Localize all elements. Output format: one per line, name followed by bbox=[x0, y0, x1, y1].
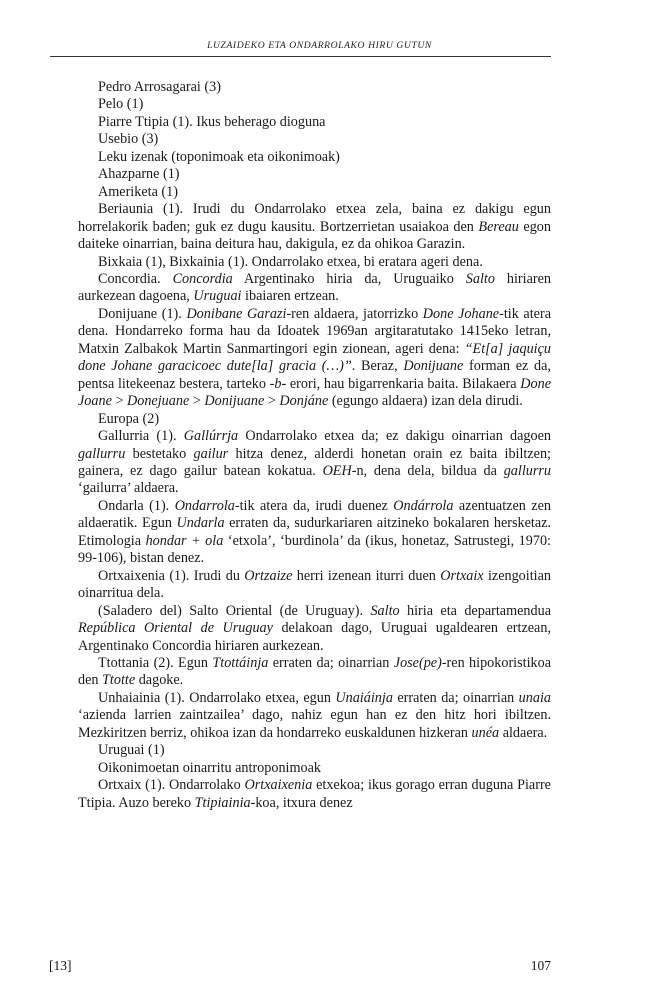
body-paragraph: Ttottania (2). Egun Ttottáinja erraten da; oinarrian Jose(pe)-ren hipokoristikoa den Ttotte dagoke. bbox=[78, 654, 552, 689]
body-paragraph: Leku izenak (toponimoak eta oikonimoak) bbox=[98, 148, 340, 165]
body-paragraph: Pedro Arrosagarai (3) bbox=[98, 79, 221, 95]
body-paragraph: Europa (2) bbox=[98, 410, 160, 427]
body-paragraph: Ortxaixenia (1). Irudi du Ortzaize herri izenean iturri duen Ortxaix izengoitian oinarritua dela. bbox=[78, 567, 551, 602]
body-paragraph: Unhaiainia (1). Ondarrolako etxea, egun Unaiáinja erraten da; oinarrian unaia ‘azienda larrien zaintzailea’ dago, nahiz egun han ez den hitz hori ibiltzen. Mezkiritzen berriz, ohikoa izan da hondarreko euskaldunen hizkeran unéa aldaera. bbox=[78, 689, 551, 741]
folio-left: [13] bbox=[49, 958, 72, 973]
body-paragraph: Gallurria (1). Gallúrrja Ondarrolako etxea da; ez dakigu oinarrian dagoen gallurru bestetako gailur hitza denez, alderdi honetan orain ez baita ibiltzen; gainera, ez dago gailur batean kokatua. OEH-n, dena dela, bildua da gallurru ‘gailurra’ aldaera. bbox=[78, 428, 551, 497]
body-paragraph: Donijuane (1). Donibane Garazi-ren aldaera, jatorrizko Done Johane-tik atera dena. Hondarreko forma hau da Idoatek 1969an argitaratutako 1415eko letran, Matxin Zalbakok Martin Sanmartingori egin zionean, ageri dena: “Et[a] jaquiçu done Johane garacicoec dute[la] gracia (…)”. Beraz, Donijuane forman ez da, pentsa litekeenaz bestera, tarteko -b- erori, hau bigarrenkaria baita. Bilakaera Done Joane > Donejuane > Donijuane > Donjáne (egungo aldaera) izan dela dirudi. bbox=[78, 305, 551, 410]
folio-right: 107 bbox=[530, 958, 551, 973]
header-rule bbox=[50, 56, 551, 57]
body-paragraph: Beriaunia (1). Irudi du Ondarrolako etxea zela, baina ez dakigu egun horrelakorik baden; guk ez dugu kausitu. Bortzerrietan usaiakoa den Bereau egon daiteke oinarrian, baina deitura hau, dakigula, ez da ohikoa Garazin. bbox=[78, 201, 551, 253]
body-paragraph: Ortxaix (1). Ondarrolako Ortxaixenia etxekoa; ikus gorago erran duguna Piarre Ttipia. Auzo bereko Ttipiainia-koa, itxura denez bbox=[78, 777, 551, 811]
running-header: LUZAIDEKO ETA ONDARROLAKO HIRU GUTUN bbox=[207, 40, 432, 51]
body-text bbox=[78, 79, 551, 812]
body-paragraph: Ameriketa (1) bbox=[98, 183, 178, 200]
body-paragraph: Ahazparne (1) bbox=[98, 166, 180, 183]
body-paragraph: Concordia. Concordia Argentinako hiria da, Uruguaiko Salto hiriaren aurkezean dagoena, Uruguai ibaiaren ertzean. bbox=[78, 270, 551, 305]
body-paragraph: Uruguai (1) bbox=[98, 742, 165, 759]
body-paragraph: Piarre Ttipia (1). Ikus beherago dioguna bbox=[98, 113, 326, 130]
body-paragraph: Pelo (1) bbox=[98, 96, 144, 113]
body-paragraph: Bixkaia (1), Bixkainia (1). Ondarrolako etxea, bi eratara ageri dena. bbox=[98, 253, 483, 270]
body-paragraph: (Saladero del) Salto Oriental (de Uruguay). Salto hiria eta departamendua República Oriental de Uruguay delakoan dago, Uruguai ugaldearen ertzean, Argentinako Concordia hiriaren aurkezean. bbox=[78, 602, 551, 654]
body-paragraph: Ondarla (1). Ondarrola-tik atera da, irudi duenez Ondárrola azentuatzen zen aldaeratik. Egun Undarla erraten da, sudurkariaren aitzineko bokalaren hersketaz. Etimologia hondar + ola ‘etxola’, ‘burdinola’ da (ikus, honetaz, Satrustegi, 1970: 99-106), bistan denez. bbox=[78, 497, 551, 567]
body-paragraph: Usebio (3) bbox=[98, 131, 159, 148]
body-paragraph: Oikonimoetan oinarritu antroponimoak bbox=[98, 759, 322, 776]
